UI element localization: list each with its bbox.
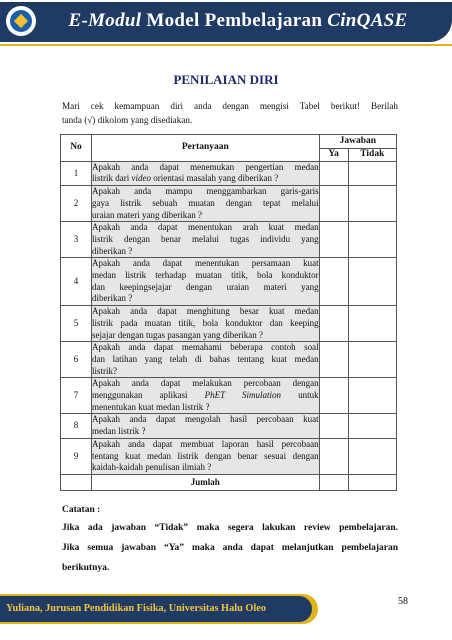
total-no-cell[interactable]	[348, 474, 396, 490]
table-row	[61, 186, 397, 222]
question-line: Apakah anda dapat menghitung besar kuat medan	[92, 306, 319, 317]
total-spacer	[61, 474, 92, 490]
notes-title: Catatan :	[62, 505, 101, 515]
question-text	[92, 438, 320, 474]
table-body	[61, 161, 397, 474]
question-line: listrik dari video orientasi masalah yang diberikan ?	[92, 173, 279, 184]
question-number: 8	[61, 414, 92, 438]
header-title: E-Modul Model Pembelajaran CinQASE	[68, 10, 408, 31]
table-row	[61, 342, 397, 378]
question-line: diberikan ?	[92, 245, 133, 256]
question-number: 3	[61, 222, 92, 258]
question-number: 2	[61, 186, 92, 222]
table-row	[61, 378, 397, 414]
question-line: listrik pada muatan titik, bola konduktor dan keeping	[92, 317, 319, 328]
answer-no-cell[interactable]	[348, 222, 396, 258]
note-line-1: Jika ada jawaban “Tidak” maka segera lakukan review pembelajaran.	[62, 523, 398, 533]
university-logo-icon	[6, 6, 36, 36]
question-line: dan latihan yang telah di bahas tentang kuat medan	[92, 353, 319, 364]
answer-no-cell[interactable]	[348, 258, 396, 306]
column-header-question: Pertanyaan	[92, 135, 320, 162]
self-assessment-table	[60, 134, 397, 491]
answer-no-cell[interactable]	[348, 378, 396, 414]
intro-line-2: tanda (√) dikolom yang disediakan.	[62, 115, 193, 125]
question-line: diberikan ?	[92, 293, 133, 304]
answer-yes-cell[interactable]	[319, 306, 348, 342]
answer-no-cell[interactable]	[348, 306, 396, 342]
column-header-not: Tidak	[348, 149, 396, 162]
question-text	[92, 258, 320, 306]
total-yes-cell[interactable]	[319, 474, 348, 490]
question-line: Apakah anda dapat mengolah hasil percobaan kuat	[92, 414, 319, 425]
answer-yes-cell[interactable]	[319, 222, 348, 258]
answer-yes-cell[interactable]	[319, 161, 348, 185]
question-line: kaidah-kaidah penulisan ilmiah ?	[92, 462, 212, 473]
question-text	[92, 222, 320, 258]
page-title: PENILAIAN DIRI	[173, 72, 279, 87]
question-number: 4	[61, 258, 92, 306]
question-line: Apakah anda dapat menemukan pengertian medan	[92, 161, 319, 172]
question-text	[92, 414, 320, 438]
question-text	[92, 186, 320, 222]
answer-no-cell[interactable]	[348, 186, 396, 222]
question-number: 1	[61, 161, 92, 185]
question-line: menentukan kuat medan listrik ?	[92, 401, 210, 412]
question-line: menggunakan aplikasi PhET Simulation untuk	[92, 390, 319, 401]
question-line: gaya listrik sebuah muatan dengan tepat melalui	[92, 197, 319, 208]
question-line: listrik?	[92, 365, 117, 376]
table-row	[61, 414, 397, 438]
question-line: Apakah anda dapat melakukan percobaan dengan	[92, 378, 319, 389]
question-line: dan keepingsejajar dengan uraian materi yang	[92, 281, 319, 292]
question-line: tentang kuat medan listrik dengan benar sesuai dengan	[92, 450, 319, 461]
question-line: listrik dengan benar melalui tugas individu yang	[92, 233, 319, 244]
table-row	[61, 258, 397, 306]
total-label: Jumlah	[92, 474, 320, 490]
answer-yes-cell[interactable]	[319, 186, 348, 222]
question-number: 9	[61, 438, 92, 474]
table-row	[61, 438, 397, 474]
answer-yes-cell[interactable]	[319, 438, 348, 474]
question-text	[92, 342, 320, 378]
answer-yes-cell[interactable]	[319, 414, 348, 438]
question-line: medan listrik terhadap muatan titik, bola konduktor	[92, 270, 319, 281]
header-stripe	[0, 44, 452, 46]
note-line-3: berikutnya.	[62, 563, 110, 573]
question-line: medan listrik ?	[92, 426, 146, 437]
question-line: Apakah anda dapat menentukan persamaan kuat	[92, 258, 319, 269]
page-header	[0, 0, 452, 46]
page-number: 58	[398, 596, 408, 607]
column-header-no: No	[61, 135, 92, 162]
question-number: 7	[61, 378, 92, 414]
answer-no-cell[interactable]	[348, 438, 396, 474]
note-line-2: Jika semua jawaban “Ya” maka anda dapat melanjutkan pembelajaran	[62, 543, 398, 553]
intro-line-1: Mari cek kemampuan diri anda dengan mengisi Tabel berikut! Berilah	[62, 101, 398, 111]
footer-author: Yuliana, Jurusan Pendidikan Fisika, Universitas Halu Oleo	[6, 603, 266, 614]
question-line: Apakah anda dapat menentukan arah kuat medan	[92, 222, 319, 233]
answer-yes-cell[interactable]	[319, 378, 348, 414]
answer-yes-cell[interactable]	[319, 258, 348, 306]
question-number: 5	[61, 306, 92, 342]
column-header-yes: Ya	[319, 149, 348, 162]
question-text	[92, 161, 320, 185]
question-text	[92, 306, 320, 342]
answer-no-cell[interactable]	[348, 414, 396, 438]
table-row	[61, 222, 397, 258]
answer-no-cell[interactable]	[348, 342, 396, 378]
answer-no-cell[interactable]	[348, 161, 396, 185]
question-line: Apakah anda dapat membuat laporan hasil percobaan	[92, 438, 319, 449]
question-number: 6	[61, 342, 92, 378]
question-text	[92, 378, 320, 414]
question-line: sejajar dengan tugas pasangan yang diberikan ?	[92, 329, 263, 340]
question-line: Apakah anda mampu menggambarkan garis-garis	[92, 186, 319, 197]
question-line: Apakah anda dapat memahami beberapa contoh soal	[92, 342, 319, 353]
table-row	[61, 161, 397, 185]
question-line: uraian materi yang diberikan ?	[92, 209, 202, 220]
answer-yes-cell[interactable]	[319, 342, 348, 378]
table-row	[61, 306, 397, 342]
column-header-answer: Jawaban	[319, 135, 396, 149]
